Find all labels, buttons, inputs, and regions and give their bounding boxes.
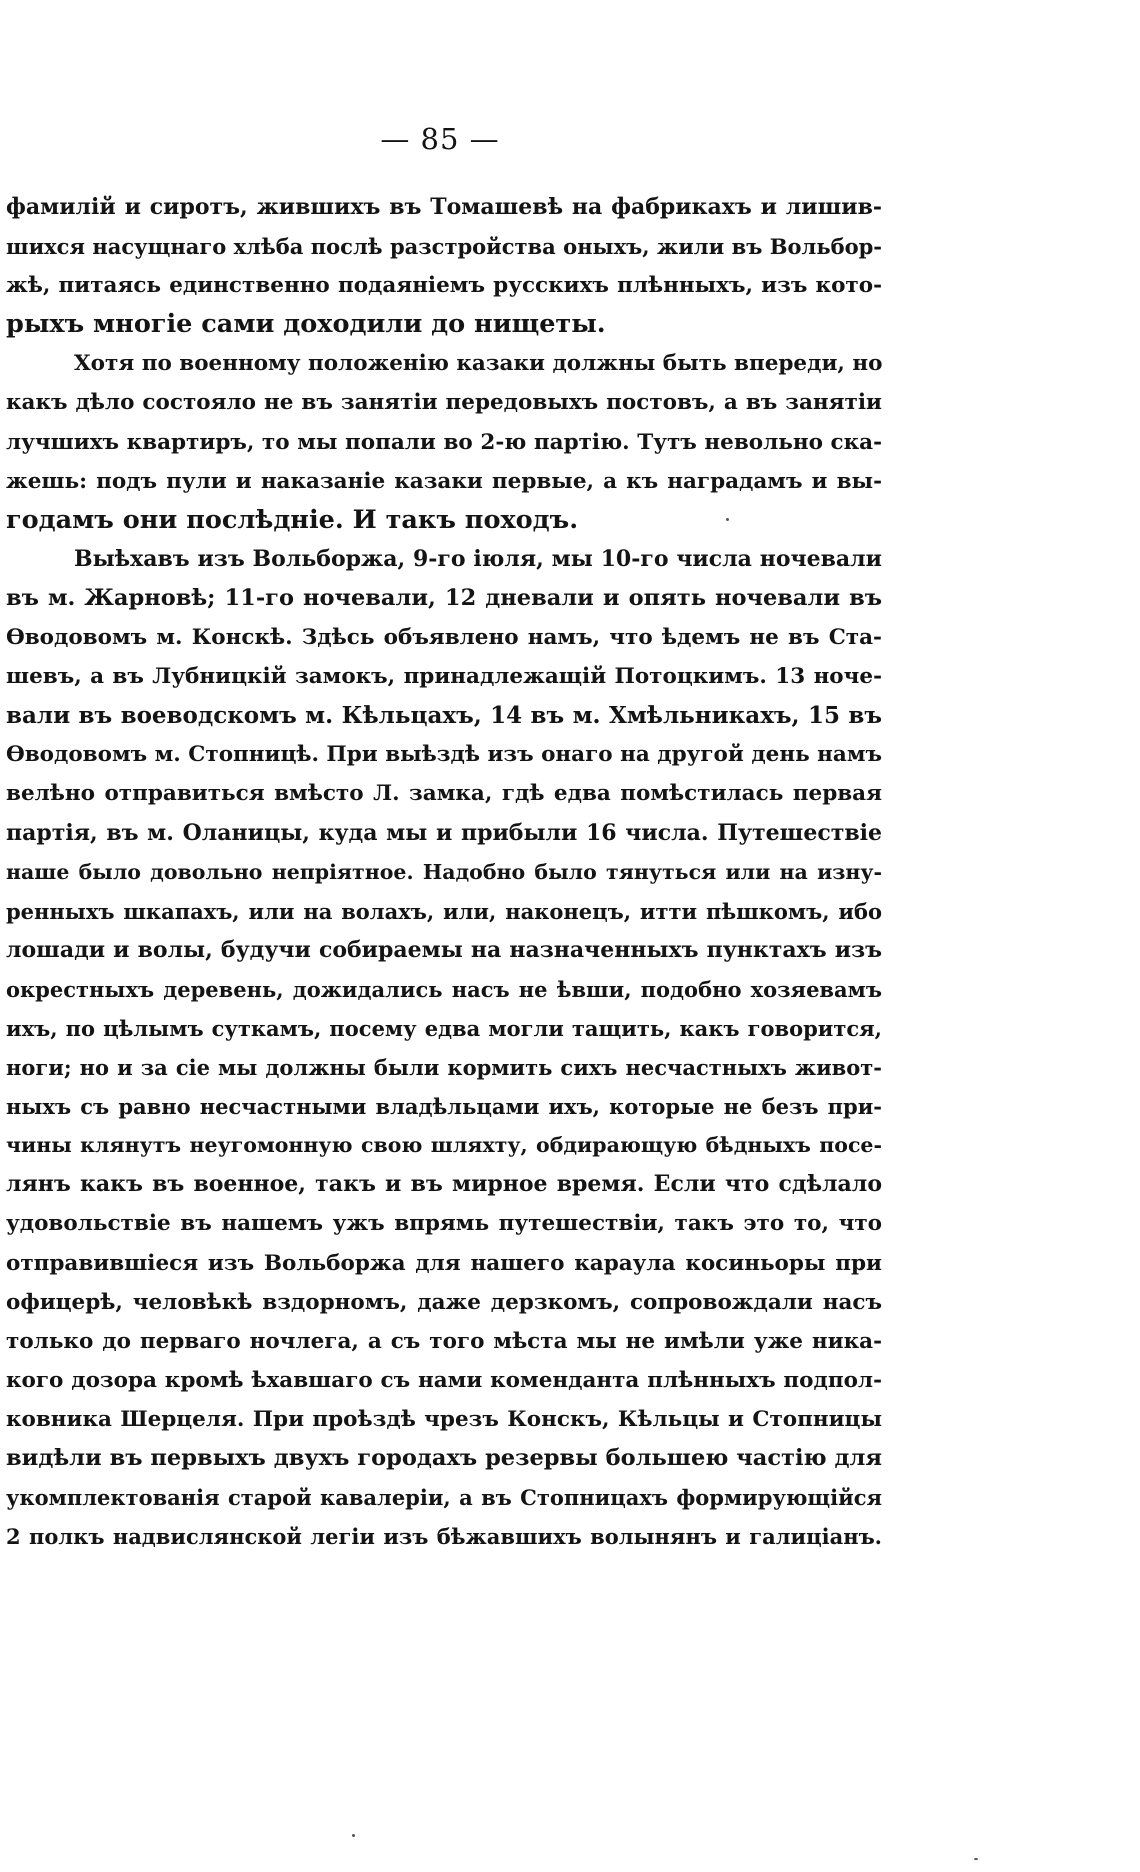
text-line: велѣно отправиться вмѣсто Л. замка, гдѣ едва помѣстилась первая <box>6 781 882 807</box>
text-line: фамилій и сиротъ, жившихъ въ Томашевѣ на фабрикахъ и лишив- <box>6 194 882 220</box>
text-line: лянъ какъ въ военное, такъ и въ мирное время. Если что сдѣлало <box>6 1171 882 1198</box>
text-line: окрестныхъ деревень, дожидались насъ не ѣвши, подобно хозяевамъ <box>6 976 882 1002</box>
page-number: — 85 — <box>380 122 500 156</box>
text-line: ноги; но и за сіе мы должны были кормить сихъ несчастныхъ живот- <box>6 1055 882 1081</box>
text-line: какъ дѣло состояло не въ занятіи передовыхъ постовъ, а въ занятіи <box>6 390 882 416</box>
text-line: чины клянутъ неугомонную свою шляхту, обдирающую бѣдныхъ посе- <box>6 1133 882 1158</box>
text-line: ихъ, по цѣлымъ суткамъ, посему едва могли тащить, какъ говорится, <box>6 1015 882 1041</box>
text-line: Ѳводовомъ м. Конскѣ. Здѣсь объявлено намъ, что ѣдемъ не въ Ста- <box>6 625 882 651</box>
text-line: офицерѣ, человѣкѣ вздорномъ, даже дерзкомъ, сопровождали насъ <box>6 1289 882 1315</box>
text-line: Хотя по военному положенію казаки должны быть впереди, но <box>74 351 882 377</box>
text-line: кого дозора кромѣ ѣхавшаго съ нами коменданта плѣнныхъ подпол- <box>6 1367 882 1393</box>
text-line: Выѣхавъ изъ Вольборжа, 9-го іюля, мы 10-го числа ночевали <box>74 545 882 572</box>
text-line: наше было довольно непріятное. Надобно было тянуться или на изну- <box>6 859 882 884</box>
text-line: удовольствіе въ нашемъ ужъ впрямь путешествіи, такъ это то, что <box>6 1211 882 1237</box>
text-line: ковника Шерцеля. При проѣздѣ чрезъ Конскъ, Кѣльцы и Стопницы <box>6 1406 882 1432</box>
text-line: укомплектованія старой кавалеріи, а въ Стопницахъ формирующійся <box>6 1485 882 1511</box>
text-line: вали въ воеводскомъ м. Кѣльцахъ, 14 въ м. Хмѣльникахъ, 15 въ <box>6 702 882 730</box>
text-line: шевъ, а въ Лубницкій замокъ, принадлежащій Потоцкимъ. 13 ноче- <box>6 664 882 690</box>
text-line: рыхъ многіе сами доходили до нищеты. <box>6 309 606 340</box>
text-line: партія, въ м. Оланицы, куда мы и прибыли 16 числа. Путешествіе <box>6 819 882 846</box>
text-line: только до перваго ночлега, а съ того мѣста мы не имѣли уже ника- <box>6 1328 882 1354</box>
text-line: жѣ, питаясь единственно подаяніемъ русскихъ плѣнныхъ, изъ кото- <box>6 273 882 299</box>
body-text <box>6 188 882 1556</box>
text-line: ренныхъ шкапахъ, или на волахъ, или, наконецъ, итти пѣшкомъ, ибо <box>6 898 882 924</box>
text-line: годамъ они послѣдніе. И такъ походъ. <box>6 504 579 535</box>
text-line: Ѳводовомъ м. Стопницѣ. При выѣздѣ изъ онаго на другой день намъ <box>6 742 882 768</box>
text-line: ныхъ съ равно несчастными владѣльцами ихъ, которые не безъ при- <box>6 1094 882 1120</box>
text-line: шихся насущнаго хлѣба послѣ разстройства оныхъ, жили въ Вольбор- <box>6 234 882 260</box>
text-line: лучшихъ квартиръ, то мы попали во 2-ю партію. Тутъ невольно ска- <box>6 429 882 455</box>
text-line: отправившіеся изъ Вольборжа для нашего караула косиньоры при <box>6 1250 882 1276</box>
text-line: жешь: подъ пули и наказаніе казаки первые, а къ наградамъ и вы- <box>6 468 882 494</box>
text-line: 2 полкъ надвислянской легіи изъ бѣжавшихъ волынянъ и галиціанъ. <box>6 1524 882 1550</box>
text-line: лошади и волы, будучи собираемы на назначенныхъ пунктахъ изъ <box>6 936 882 963</box>
text-line: видѣли въ первыхъ двухъ городахъ резервы большею частію для <box>6 1445 882 1471</box>
text-line: въ м. Жарновѣ; 11-го ночевали, 12 дневали и опять ночевали въ <box>6 584 882 611</box>
